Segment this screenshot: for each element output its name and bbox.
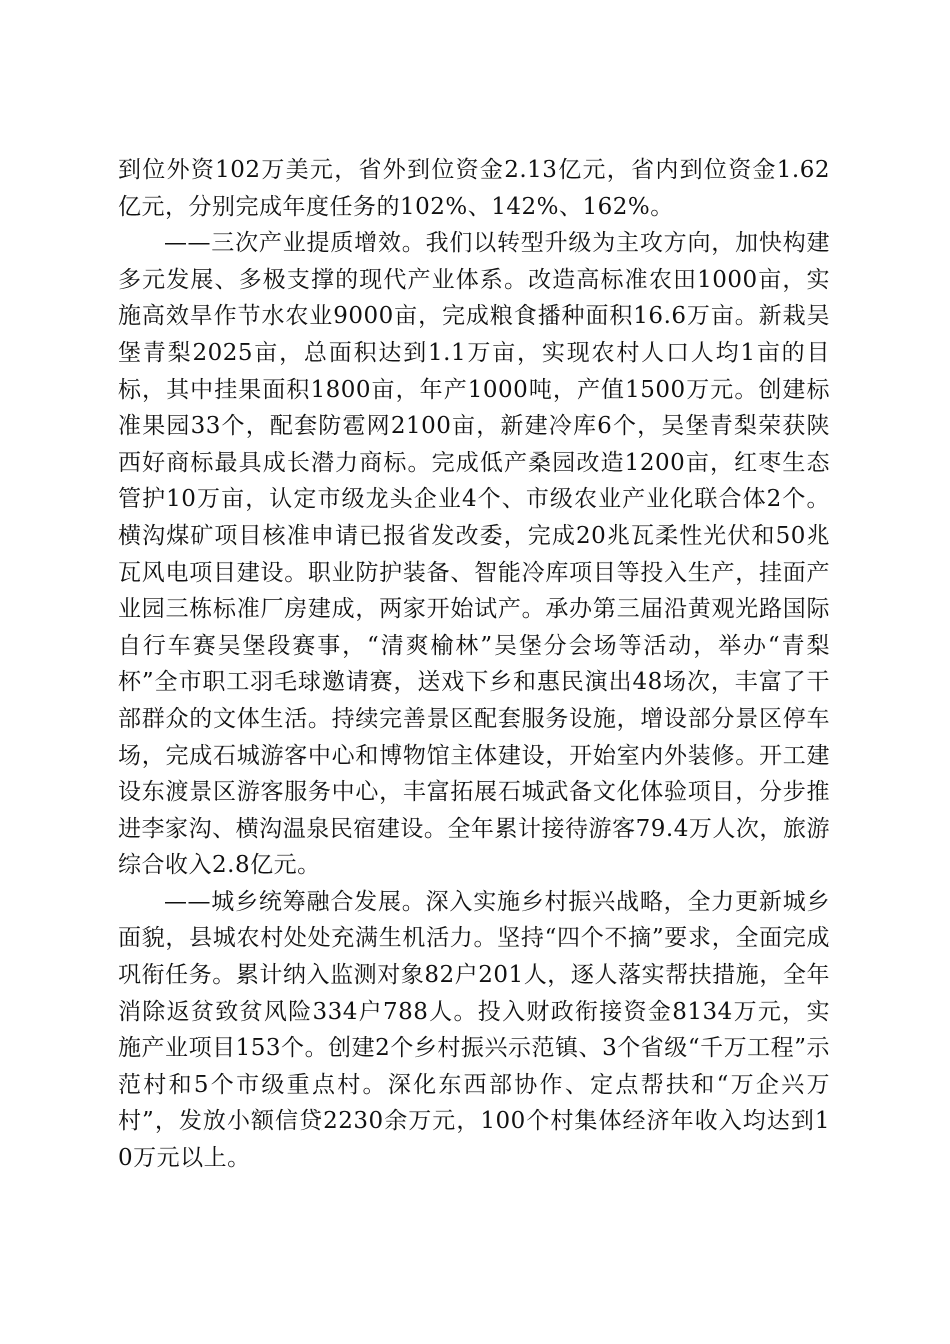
paragraph-continued: 到位外资102万美元，省外到位资金2.13亿元，省内到位资金1.62亿元，分别完成年度任务的102%、142%、162%。 (118, 157, 830, 220)
paragraph-industry: ——三次产业提质增效。我们以转型升级为主攻方向，加快构建多元发展、多极支撑的现代产业体系。改造高标准农田1000亩，实施高效旱作节水农业9000亩，完成粮食播种面积16.6万亩。新栽吴堡青梨2025亩，总面积达到1.1万亩，实现农村人口人均1亩的目标，其中挂果面积1800亩，年产1000吨，产值1500万元。创建标准果园33个，配套防雹网2100亩，新建冷库6个，吴堡青梨荣获陕西好商标最具成长潜力商标。完成低产桑园改造1200亩，红枣生态管护10万亩，认定市级龙头企业4个、市级农业产业化联合体2个。横沟煤矿项目核准申请已报省发改委，完成20兆瓦柔性光伏和50兆瓦风电项目建设。职业防护装备、智能冷库项目等投入生产，挂面产业园三栋标准厂房建成，两家开始试产。承办第三届沿黄观光路国际自行车赛吴堡段赛事，“清爽榆林”吴堡分会场等活动，举办“青梨杯”全市职工羽毛球邀请赛，送戏下乡和惠民演出48场次，丰富了干部群众的文体生活。持续完善景区配套服务设施，增设部分景区停车场，完成石城游客中心和博物馆主体建设，开始室内外装修。开工建设东渡景区游客服务中心，丰富拓展石城武备文化体验项目，分步推进李家沟、横沟温泉民宿建设。全年累计接待游客79.4万人次，旅游综合收入2.8亿元。 (118, 230, 830, 879)
document-page (118, 152, 830, 1177)
paragraph-urban-rural: ——城乡统筹融合发展。深入实施乡村振兴战略，全力更新城乡面貌，县城农村处处充满生机活力。坚持“四个不摘”要求，全面完成巩衔任务。累计纳入监测对象82户201人，逐人落实帮扶措施，全年消除返贫致贫风险334户788人。投入财政衔接资金8134万元，实施产业项目153个。创建2个乡村振兴示范镇、3个省级“千万工程”示范村和5个市级重点村。深化东西部协作、定点帮扶和“万企兴万村”，发放小额信贷2230余万元，100个村集体经济年收入均达到10万元以上。 (118, 888, 830, 1172)
